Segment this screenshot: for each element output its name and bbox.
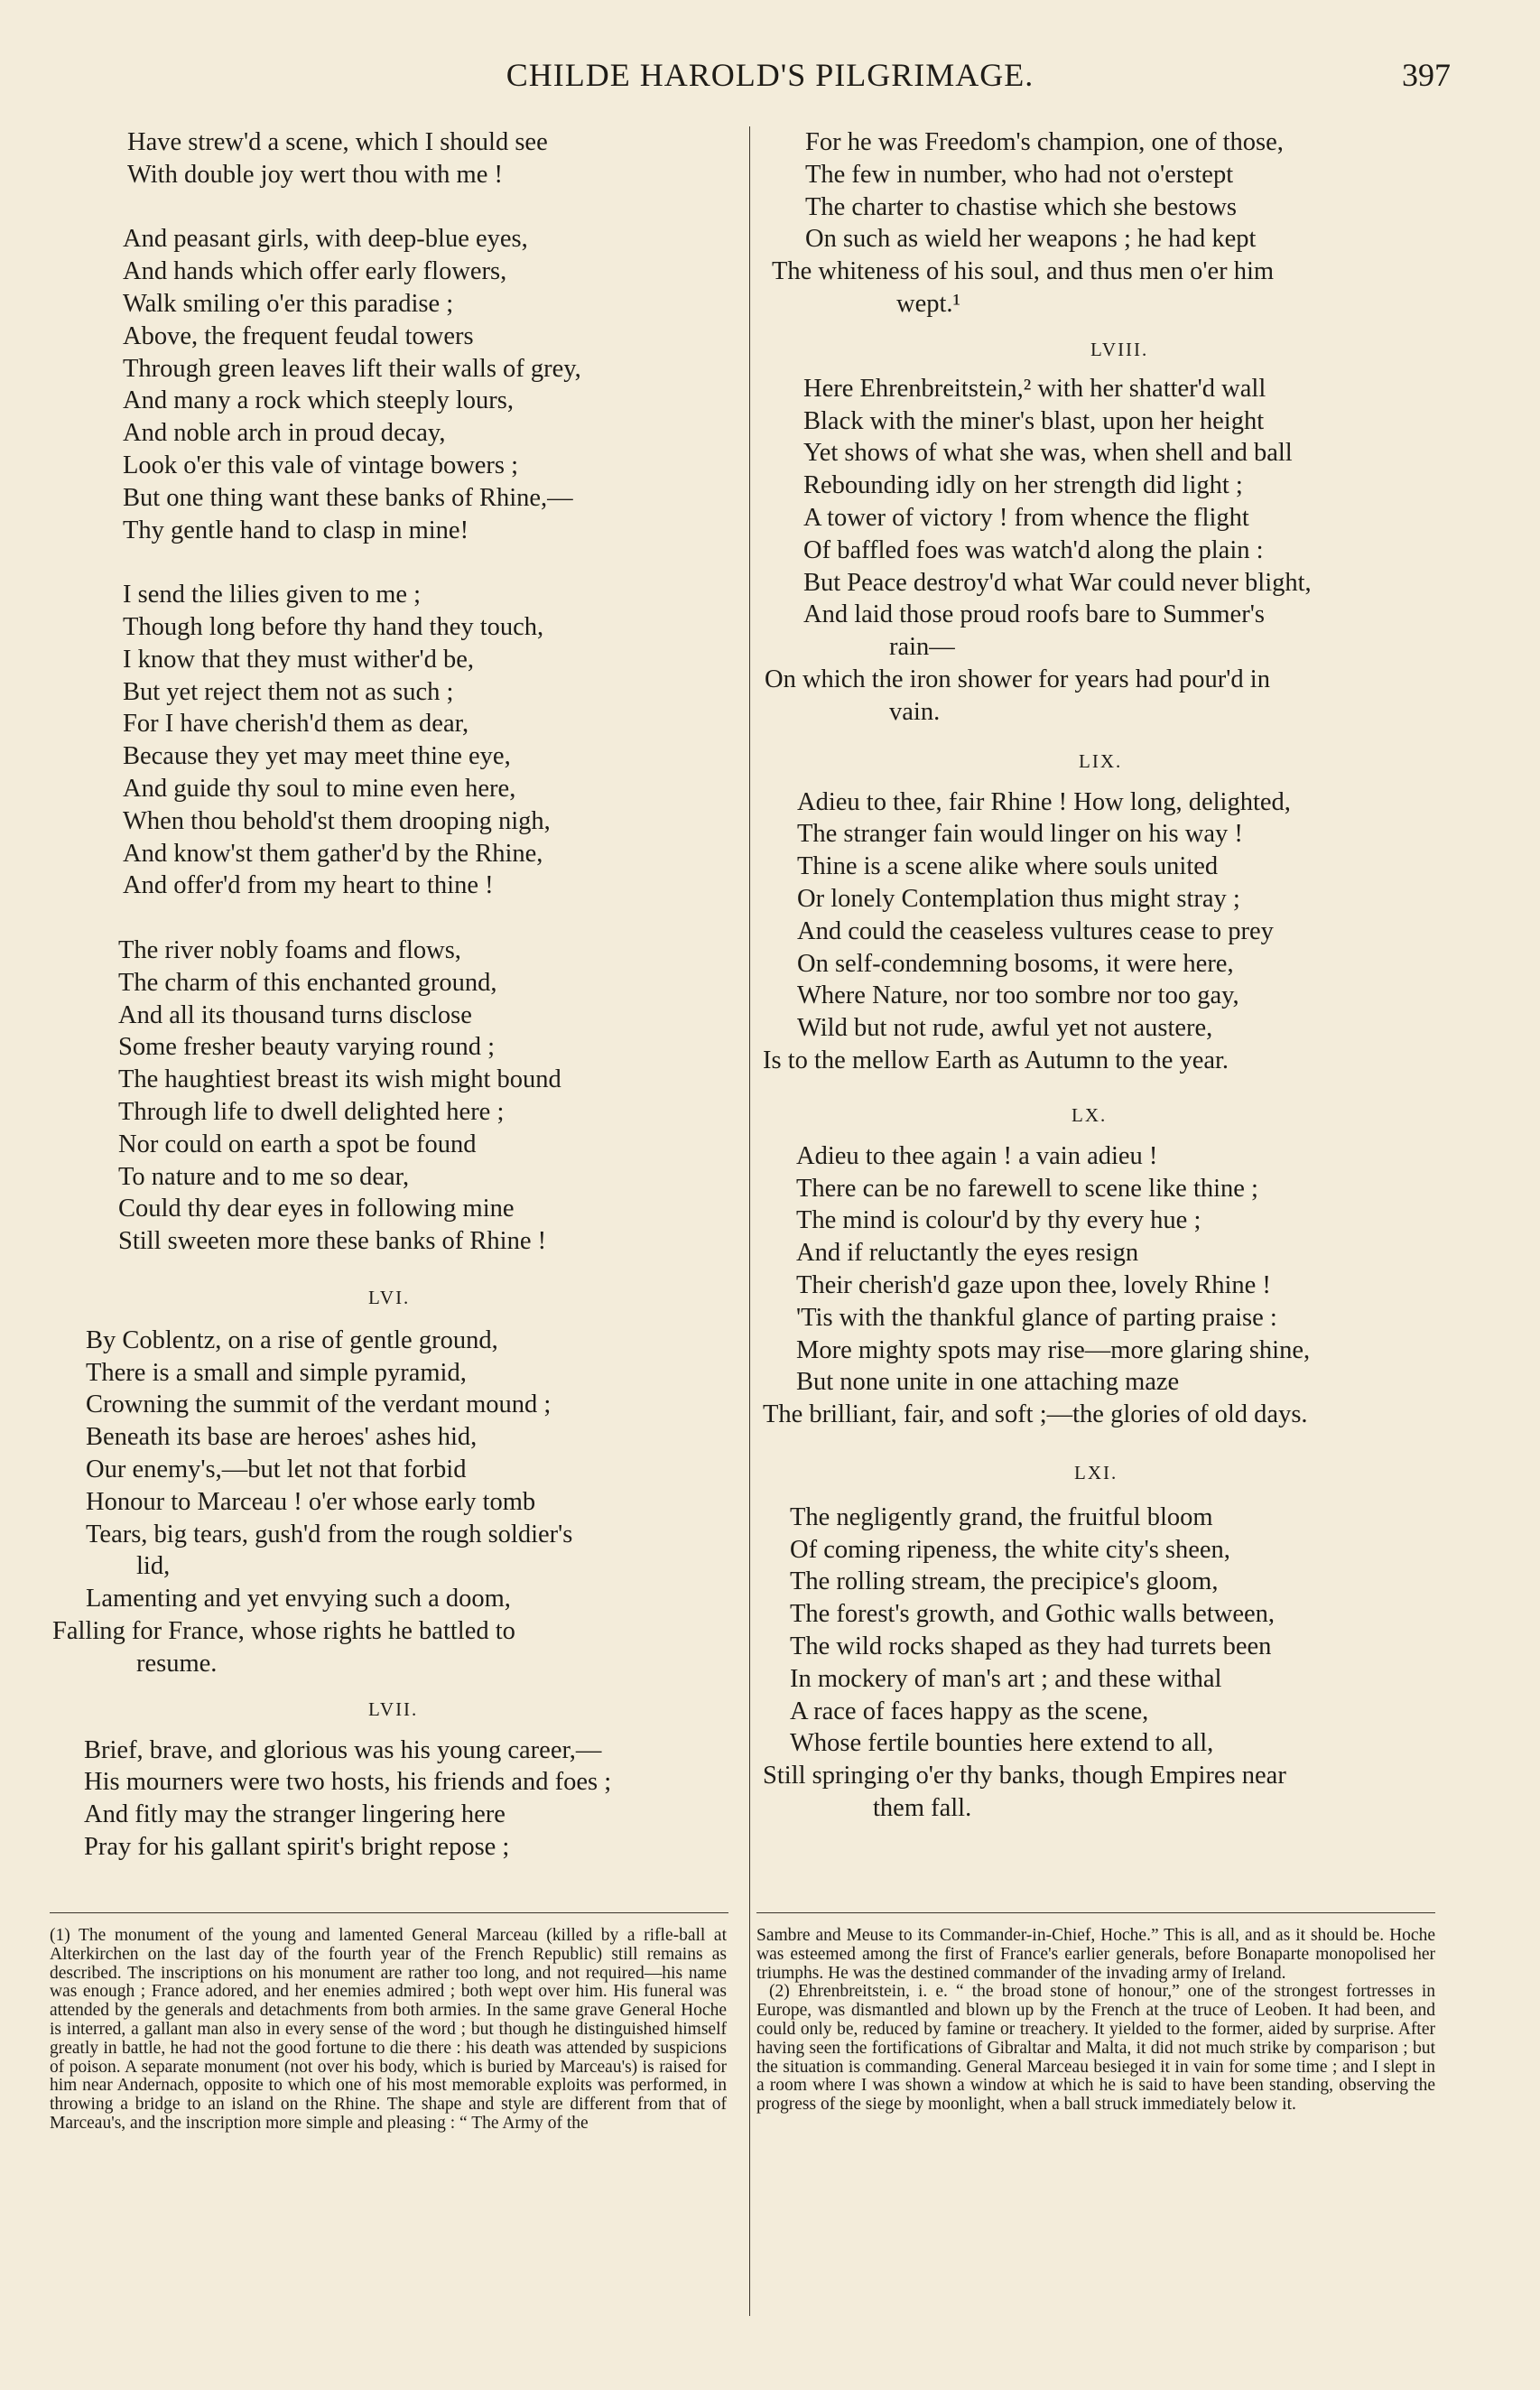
verse-line: The haughtiest breast its wish might bound bbox=[118, 1065, 561, 1094]
verse-line: Have strew'd a scene, which I should see bbox=[127, 128, 548, 156]
verse-line: The whiteness of his soul, and thus men o'er him bbox=[772, 257, 1275, 286]
verse-line: But yet reject them not as such ; bbox=[123, 677, 454, 706]
stanza-continuation bbox=[50, 126, 731, 191]
verse-line: Of baffled foes was watch'd along the plain : bbox=[803, 535, 1264, 564]
verse-line: When thou behold'st them drooping nigh, bbox=[123, 806, 551, 835]
verse-line: The river nobly foams and flows, bbox=[118, 935, 461, 964]
verse-line: I send the lilies given to me ; bbox=[123, 581, 422, 609]
stanza-number: LVI. bbox=[368, 1286, 411, 1308]
verse-line: Falling for France, whose rights he battled to bbox=[52, 1617, 515, 1646]
page-header bbox=[0, 56, 1540, 110]
verse-line: The mind is colour'd by thy every hue ; bbox=[796, 1206, 1201, 1235]
verse-line: With double joy wert thou with me ! bbox=[127, 160, 503, 189]
verse-line: And many a rock which steeply lours, bbox=[123, 386, 514, 415]
verse-line: Wild but not rude, awful yet not austere, bbox=[797, 1014, 1213, 1043]
verse-line: Through green leaves lift their walls of grey, bbox=[123, 354, 581, 383]
verse-line: A race of faces happy as the scene, bbox=[790, 1697, 1149, 1725]
footnote-1: (1) The monument of the young and lamented General Marceau (killed by a rifle-ball at Alterkirchen on the last day of the fourth year of the French Republic) still remains as described. The inscriptions on his monument are rather too long, and not required—his name was enough ; France adored, and her enemies admired ; both wept over him. His funeral was attended by the generals and detachments from both armies. In the same grave General Hoche is interred, a gallant man also in every sense of the word ; but though he distinguished himself greatly in battle, he had not the good fortune to die there : his death was attended by suspicions of poison. A separate monument (not over his body, which is buried by Marceau's) is raised for him near Andernach, opposite to which one of his most memorable exploits was performed, in throwing a bridge to an island on the Rhine. The shape and style are different from that of Marceau's, and the inscription more simple and pleasing : “ The Army of the bbox=[50, 1926, 727, 2133]
stanza bbox=[763, 786, 1467, 1077]
stanza bbox=[50, 1325, 731, 1680]
verse-line: Our enemy's,—but let not that forbid bbox=[86, 1455, 467, 1484]
verse-line: Thine is a scene alike where souls united bbox=[797, 852, 1219, 881]
stanza bbox=[50, 223, 731, 546]
verse-line: Thy gentle hand to clasp in mine! bbox=[123, 516, 469, 544]
verse-line: Some fresher beauty varying round ; bbox=[118, 1033, 496, 1062]
verse-line: And if reluctantly the eyes resign bbox=[796, 1239, 1139, 1268]
verse-line: Still sweeten more these banks of Rhine ! bbox=[118, 1227, 547, 1256]
verse-line: The negligently grand, the fruitful bloom bbox=[790, 1502, 1213, 1531]
verse-line: Crowning the summit of the verdant mound ; bbox=[86, 1390, 552, 1419]
footnote-rule-left bbox=[50, 1912, 728, 1913]
verse-line: Honour to Marceau ! o'er whose early tomb bbox=[86, 1487, 536, 1516]
stanza-number: LVII. bbox=[368, 1697, 419, 1720]
verse-line: Though long before thy hand they touch, bbox=[123, 612, 544, 641]
verse-line: But one thing want these banks of Rhine,— bbox=[123, 483, 573, 512]
stanza-continuation bbox=[763, 126, 1467, 321]
verse-line: Where Nature, nor too sombre nor too gay, bbox=[797, 981, 1239, 1010]
verse-line: wept.¹ bbox=[896, 289, 961, 318]
verse-line: In mockery of man's art ; and these withal bbox=[790, 1664, 1222, 1693]
verse-line: Beneath its base are heroes' ashes hid, bbox=[86, 1423, 478, 1452]
verse-line: There can be no farewell to scene like thine ; bbox=[796, 1174, 1258, 1203]
verse-line: Above, the frequent feudal towers bbox=[123, 321, 474, 350]
verse-line: Is to the mellow Earth as Autumn to the year. bbox=[763, 1046, 1229, 1074]
verse-line: And peasant girls, with deep-blue eyes, bbox=[123, 225, 528, 254]
verse-line: Brief, brave, and glorious was his young career,— bbox=[84, 1735, 602, 1764]
verse-line: But none unite in one attaching maze bbox=[796, 1368, 1180, 1397]
verse-line: The charter to chastise which she bestows bbox=[805, 192, 1238, 221]
verse-line: By Coblentz, on a rise of gentle ground, bbox=[86, 1325, 498, 1354]
verse-line: The rolling stream, the precipice's gloom, bbox=[790, 1567, 1219, 1596]
verse-line: Of coming ripeness, the white city's sheen, bbox=[790, 1535, 1230, 1564]
verse-line: To nature and to me so dear, bbox=[118, 1162, 410, 1191]
verse-line: Tears, big tears, gush'd from the rough soldier's bbox=[86, 1520, 573, 1548]
verse-line: Nor could on earth a spot be found bbox=[118, 1130, 477, 1158]
stanza bbox=[50, 1734, 731, 1864]
verse-line: Walk smiling o'er this paradise ; bbox=[123, 289, 454, 318]
verse-line: vain. bbox=[889, 697, 941, 726]
stanza bbox=[50, 935, 731, 1258]
footnote-2: (2) Ehrenbreitstein, i. e. “ the broad stone of honour,” one of the strongest fortresses in Europe, was dismantled and blown up by the French at the truce of Leoben. It had been, and could only be, reduced by famine or treachery. It yielded to the former, aided by surprise. After having seen the fortifications of Gibraltar and Malta, it did not much strike by comparison ; but the situation is commanding. General Marceau besieged it in vain for some time ; and I slept in a room where I was shown a window at which he is said to have been standing, observing the progress of the siege by moonlight, when a ball struck immediately below it. bbox=[756, 1982, 1435, 2115]
verse-line: Adieu to thee, fair Rhine ! How long, delighted, bbox=[797, 787, 1291, 816]
verse-line: The few in number, who had not o'erstept bbox=[805, 160, 1234, 189]
verse-line: On self-condemning bosoms, it were here, bbox=[797, 949, 1234, 978]
verse-line: Whose fertile bounties here extend to all, bbox=[790, 1729, 1214, 1758]
verse-line: resume. bbox=[136, 1649, 218, 1678]
footnote-1-continued: Sambre and Meuse to its Commander-in-Chief, Hoche.” This is all, and as it should be. Hoche was esteemed among the first of France's earlier generals, before Bonaparte monopolised her triumphs. He was the destined commander of the invading army of Ireland. bbox=[756, 1926, 1435, 1983]
verse-line: Yet shows of what she was, when shell and ball bbox=[803, 439, 1293, 468]
verse-line: them fall. bbox=[873, 1794, 972, 1823]
verse-line: On which the iron shower for years had pour'd in bbox=[765, 665, 1270, 693]
verse-line: And know'st them gather'd by the Rhine, bbox=[123, 839, 543, 868]
verse-line: Adieu to thee again ! a vain adieu ! bbox=[796, 1141, 1158, 1170]
verse-line: I know that they must wither'd be, bbox=[123, 645, 475, 674]
page-number: 397 bbox=[1402, 57, 1451, 93]
verse-line: Their cherish'd gaze upon thee, lovely Rhine ! bbox=[796, 1270, 1271, 1299]
stanza-number: LVIII. bbox=[1090, 338, 1149, 360]
verse-line: lid, bbox=[136, 1552, 171, 1581]
stanza-number: LX. bbox=[1072, 1103, 1108, 1126]
stanza bbox=[50, 579, 731, 902]
verse-line: Or lonely Contemplation thus might stray ; bbox=[797, 884, 1240, 913]
verse-line: Rebounding idly on her strength did light ; bbox=[803, 471, 1243, 500]
verse-line: But Peace destroy'd what War could never blight, bbox=[803, 568, 1312, 597]
verse-line: And laid those proud roofs bare to Summer's bbox=[803, 600, 1265, 629]
running-title: CHILDE HAROLD'S PILGRIMAGE. bbox=[506, 57, 1034, 93]
footnotes-left bbox=[50, 1927, 727, 2134]
stanza bbox=[763, 373, 1467, 729]
stanza-number: LIX. bbox=[1079, 749, 1123, 772]
verse-line: A tower of victory ! from whence the flight bbox=[803, 503, 1249, 532]
footnote-rule-right bbox=[756, 1912, 1435, 1913]
verse-line: 'Tis with the thankful glance of parting praise : bbox=[796, 1303, 1277, 1332]
verse-line: More mighty spots may rise—more glaring shine, bbox=[796, 1335, 1311, 1364]
verse-line: Lamenting and yet envying such a doom, bbox=[86, 1585, 511, 1613]
stanza bbox=[763, 1140, 1467, 1431]
verse-line: Black with the miner's blast, upon her height bbox=[803, 406, 1265, 435]
verse-line: The stranger fain would linger on his way ! bbox=[797, 820, 1243, 849]
footnotes-right bbox=[756, 1927, 1435, 2115]
column-divider bbox=[749, 126, 750, 2316]
right-column bbox=[763, 126, 1467, 1825]
verse-line: And guide thy soul to mine even here, bbox=[123, 774, 516, 803]
verse-line: Look o'er this vale of vintage bowers ; bbox=[123, 451, 519, 479]
stanza-number: LXI. bbox=[1074, 1461, 1118, 1483]
verse-line: Through life to dwell delighted here ; bbox=[118, 1097, 505, 1126]
verse-line: His mourners were two hosts, his friends and foes ; bbox=[84, 1768, 612, 1797]
verse-line: For he was Freedom's champion, one of those, bbox=[805, 128, 1284, 156]
verse-line: And could the ceaseless vultures cease to prey bbox=[797, 916, 1274, 945]
verse-line: And all its thousand turns disclose bbox=[118, 1000, 472, 1029]
verse-line: The charm of this enchanted ground, bbox=[118, 968, 497, 997]
verse-line: On such as wield her weapons ; he had kept bbox=[805, 225, 1257, 254]
verse-line: Could thy dear eyes in following mine bbox=[118, 1195, 515, 1223]
verse-line: Because they yet may meet thine eye, bbox=[123, 742, 511, 771]
verse-line: For I have cherish'd them as dear, bbox=[123, 710, 469, 739]
verse-line: And hands which offer early flowers, bbox=[123, 257, 507, 286]
stanza bbox=[763, 1502, 1467, 1825]
verse-line: Pray for his gallant spirit's bright repose ; bbox=[84, 1833, 510, 1862]
verse-line: And fitly may the stranger lingering here bbox=[84, 1800, 506, 1829]
verse-line: The brilliant, fair, and soft ;—the glories of old days. bbox=[763, 1400, 1308, 1429]
verse-line: The wild rocks shaped as they had turrets been bbox=[790, 1632, 1272, 1661]
verse-line: There is a small and simple pyramid, bbox=[86, 1358, 467, 1387]
verse-line: Still springing o'er thy banks, though Empires near bbox=[763, 1762, 1286, 1790]
verse-line: rain— bbox=[889, 633, 955, 662]
left-column bbox=[50, 126, 731, 1864]
verse-line: And offer'd from my heart to thine ! bbox=[123, 871, 494, 900]
verse-line: Here Ehrenbreitstein,² with her shatter'd wall bbox=[803, 374, 1266, 403]
verse-line: The forest's growth, and Gothic walls between, bbox=[790, 1600, 1275, 1629]
verse-line: And noble arch in proud decay, bbox=[123, 419, 446, 448]
